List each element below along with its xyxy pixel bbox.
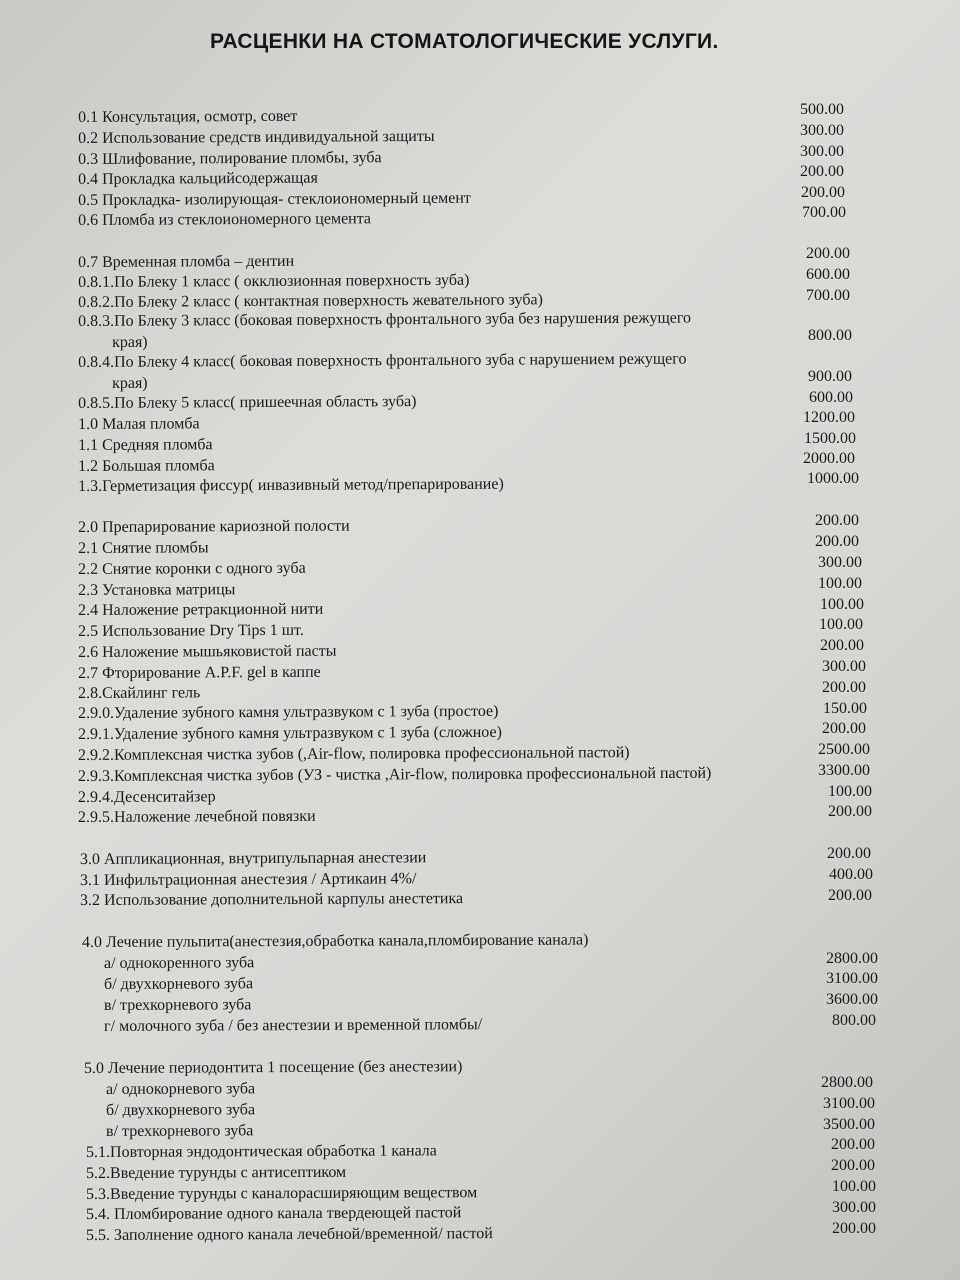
price-value: 3100.00	[826, 970, 878, 987]
service-item: 3.0 Аппликационная, внутрипульпарная анестезии	[79, 849, 427, 868]
price-value: 600.00	[806, 266, 850, 283]
service-item: 5.3.Введение турунды с каналорасширяющим веществом	[85, 1184, 478, 1203]
price-value: 200.00	[822, 679, 866, 696]
price-value: 1000.00	[807, 470, 859, 487]
service-item: 2.3 Установка матрицы	[77, 581, 236, 599]
price-value: 200.00	[831, 1136, 875, 1153]
price-value: 1200.00	[803, 409, 855, 426]
service-item: 2.1 Снятие пломбы	[77, 539, 209, 557]
service-item: 5.1.Повторная эндодонтическая обработка 1 канала	[85, 1142, 437, 1161]
price-value: 100.00	[818, 575, 862, 592]
price-value: 100.00	[828, 783, 872, 800]
price-value: 2500.00	[818, 741, 870, 758]
price-value: 200.00	[801, 184, 845, 201]
service-item: 5.2.Введение турунды с антисептиком	[85, 1163, 347, 1182]
price-value: 800.00	[832, 1012, 876, 1029]
service-item: 0.1 Консультация, осмотр, совет	[77, 107, 298, 126]
service-item: 1.3.Герметизация фиссур( инвазивный метод/препарирование)	[77, 475, 504, 495]
service-item: 0.8.1.По Блеку 1 класс ( окклюзионная поверхность зуба)	[77, 271, 470, 291]
service-item: г/ молочного зуба / без анестезии и временной пломбы/	[103, 1016, 483, 1035]
service-item: края)	[111, 374, 148, 392]
service-item: 2.9.0.Удаление зубного камня ультразвуком с 1 зуба (простое)	[77, 702, 499, 722]
service-item: б/ двухкорневого зуба	[103, 975, 254, 993]
price-value: 1500.00	[804, 430, 856, 447]
service-item: 2.6 Наложение мышьяковистой пасты	[77, 642, 337, 661]
price-value: 300.00	[822, 658, 866, 675]
service-item: 4.0 Лечение пульпита(анестезия,обработка канала,пломбирование канала)	[81, 931, 589, 951]
service-item: 1.2 Большая пломба	[77, 457, 215, 475]
price-value: 3300.00	[818, 762, 870, 779]
price-value: 200.00	[806, 245, 850, 262]
price-value: 300.00	[832, 1199, 876, 1216]
price-value: 800.00	[808, 327, 852, 344]
price-value: 3600.00	[826, 991, 878, 1008]
price-value: 100.00	[832, 1178, 876, 1195]
service-item: 5.5. Заполнение одного канала лечебной/временной/ пастой	[85, 1225, 493, 1244]
service-item: 2.9.4.Десенситайзер	[77, 788, 216, 806]
price-value: 900.00	[808, 368, 852, 385]
service-item: 2.0 Препарирование кариозной полости	[77, 517, 350, 536]
service-item: 2.9.1.Удаление зубного камня ультразвуком с 1 зуба (сложное)	[77, 723, 502, 743]
service-item: 0.7 Временная пломба – дентин	[77, 252, 295, 271]
service-item: 2.8.Скайлинг гель	[77, 684, 201, 702]
price-value: 150.00	[823, 700, 867, 717]
price-value: 200.00	[832, 1220, 876, 1237]
price-value: 100.00	[819, 616, 863, 633]
service-item: 2.7 Фторирование A.P.F. gel в каппе	[77, 663, 321, 682]
service-item: 0.3 Шлифование, полирование пломбы, зуба	[77, 149, 382, 168]
price-value: 100.00	[820, 596, 864, 613]
price-value: 200.00	[822, 720, 866, 737]
service-item: 1.1 Средняя пломба	[77, 436, 213, 454]
price-value: 200.00	[827, 845, 871, 862]
service-item: 2.4 Наложение ретракционной нити	[77, 600, 324, 619]
service-item: в/ трехкорневого зуба	[103, 996, 252, 1014]
service-item: 0.2 Использование средств индивидуальной защиты	[77, 127, 435, 147]
service-item: 0.8.4.По Блеку 4 класс( боковая поверхность фронтального зуба с нарушением режущего	[77, 350, 687, 371]
price-value: 2800.00	[826, 950, 878, 967]
service-item: б/ двухкорневого зуба	[105, 1101, 256, 1119]
price-value: 200.00	[800, 163, 844, 180]
price-value: 200.00	[815, 533, 859, 550]
service-item: 3.2 Использование дополнительной карпулы анестетика	[79, 890, 464, 909]
service-item: в/ трехкорневого зуба	[105, 1122, 254, 1140]
service-item: 0.6 Пломба из стеклоиономерного цемента	[77, 210, 372, 229]
price-value: 400.00	[829, 866, 873, 883]
price-value: 500.00	[800, 101, 844, 118]
service-item: 2.2 Снятие коронки с одного зуба	[77, 559, 306, 578]
price-value: 200.00	[831, 1157, 875, 1174]
price-value: 700.00	[802, 204, 846, 221]
service-item: края)	[111, 333, 148, 351]
price-value: 600.00	[809, 389, 853, 406]
service-item: а/ однокорневого зуба	[105, 1080, 256, 1098]
service-item: а/ однокоренного зуба	[103, 954, 255, 972]
service-item: 2.9.2.Комплексная чистка зубов (,Air-flow, полировка профессиональной пастой)	[77, 744, 630, 764]
price-value: 300.00	[818, 554, 862, 571]
price-value: 200.00	[820, 637, 864, 654]
service-item: 0.8.2.По Блеку 2 класс ( контактная поверхность жевательного зуба)	[77, 291, 543, 311]
service-item: 2.9.3.Комплексная чистка зубов (УЗ - чистка ,Air-flow, полировка профессиональной пастой)	[77, 764, 712, 785]
page-title: РАСЦЕНКИ НА СТОМАТОЛОГИЧЕСКИЕ УСЛУГИ.	[210, 30, 719, 53]
price-value: 300.00	[800, 122, 844, 139]
price-value: 200.00	[815, 512, 859, 529]
price-value: 2000.00	[803, 450, 855, 467]
service-item: 2.5 Использование Dry Tips 1 шт.	[77, 621, 304, 640]
service-item: 0.5 Прокладка- изолирующая- стеклоиономерный цемент	[77, 189, 471, 209]
price-value: 3100.00	[823, 1095, 875, 1112]
price-value: 2800.00	[821, 1074, 873, 1091]
price-value: 700.00	[806, 287, 850, 304]
service-item: 5.0 Лечение периодонтита 1 посещение (без анестезии)	[83, 1058, 463, 1077]
service-item: 2.9.5.Наложение лечебной повязки	[77, 807, 316, 826]
service-item: 5.4. Пломбирование одного канала твердеющей пастой	[85, 1204, 462, 1223]
price-value: 3500.00	[823, 1116, 875, 1133]
service-item: 1.0 Малая пломба	[77, 415, 200, 433]
price-value: 300.00	[800, 143, 844, 160]
price-value: 200.00	[828, 803, 872, 820]
service-item: 0.4 Прокладка кальцийсодержащая	[77, 169, 318, 188]
service-item: 0.8.3.По Блеку 3 класс (боковая поверхность фронтального зуба без нарушения режущего	[77, 309, 692, 330]
price-value: 200.00	[828, 887, 872, 904]
service-item: 0.8.5.По Блеку 5 класс( пришеечная область зуба)	[77, 393, 417, 412]
service-item: 3.1 Инфильтрационная анестезия / Артикаин 4%/	[79, 870, 417, 889]
